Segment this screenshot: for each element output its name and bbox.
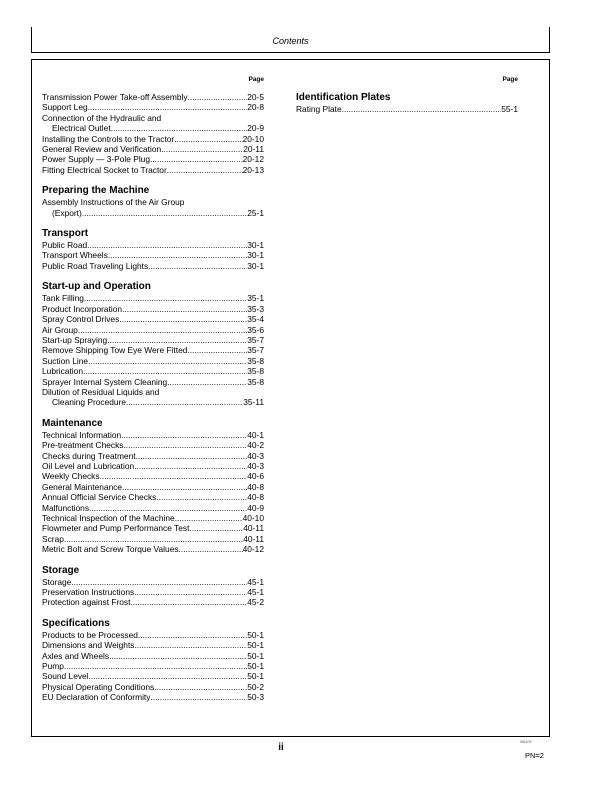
toc-entry[interactable] xyxy=(42,240,264,250)
toc-entry-page: 50-1 xyxy=(247,640,264,651)
toc-entry-page: 20-12 xyxy=(242,154,264,165)
toc-entry-label: Transport Wheels xyxy=(42,250,108,261)
dot-leader xyxy=(89,671,248,681)
toc-entry-label: Weekly Checks xyxy=(42,471,100,482)
toc-entry-page: 35-11 xyxy=(243,397,264,408)
dot-leader xyxy=(121,430,247,440)
toc-entry[interactable] xyxy=(42,544,264,554)
toc-entry[interactable] xyxy=(42,208,264,218)
toc-entry[interactable] xyxy=(42,430,264,440)
toc-entry-page: 55-1 xyxy=(501,104,518,114)
toc-entry-label: Public Road Traveling Lights xyxy=(42,260,149,271)
toc-entry[interactable] xyxy=(42,325,264,335)
dot-leader xyxy=(136,451,248,461)
toc-entry[interactable] xyxy=(42,513,264,523)
toc-entry-label: Support Leg xyxy=(42,102,88,113)
toc-entry[interactable] xyxy=(42,165,264,175)
dot-leader xyxy=(188,92,248,102)
toc-entry[interactable] xyxy=(42,492,264,502)
toc-entry-page: 35-7 xyxy=(247,334,264,345)
toc-entry-label: Start-up Spraying xyxy=(42,334,108,345)
page-column-label: Page xyxy=(248,76,264,83)
dot-leader xyxy=(108,250,247,260)
toc-entry-page: 35-3 xyxy=(247,303,264,314)
toc-entry[interactable] xyxy=(42,482,264,492)
dot-leader xyxy=(138,630,247,640)
dot-leader xyxy=(82,208,247,218)
toc-entry-label: Air Group xyxy=(42,324,78,335)
toc-entry-page: 40-8 xyxy=(247,481,264,492)
toc-entry-label: Annual Official Service Checks xyxy=(42,492,157,503)
dot-leader xyxy=(88,356,247,366)
toc-entry-page: 30-1 xyxy=(247,250,264,261)
toc-entry-label: Technical Inspection of the Machine xyxy=(42,513,175,523)
page-number: ii xyxy=(278,742,284,753)
toc-entry-label: Remove Shipping Tow Eye Were Fitted xyxy=(42,345,188,356)
toc-entry[interactable] xyxy=(42,377,264,387)
toc-entry-label: Storage xyxy=(42,576,72,587)
toc-entry-label: General Maintenance xyxy=(42,481,123,492)
toc-entry-page: 40-6 xyxy=(247,471,264,482)
section-title: Preparing the Machine xyxy=(42,185,150,197)
toc-entry-label: Suction Line xyxy=(42,355,89,366)
toc-entry-label: Pump xyxy=(42,661,64,672)
footer-rule xyxy=(32,736,550,737)
toc-entry-label: Lubrication xyxy=(42,366,83,377)
toc-sections xyxy=(42,185,264,702)
dot-leader xyxy=(134,640,247,650)
document-code: 081109 xyxy=(520,740,532,744)
toc-entry[interactable] xyxy=(42,661,264,671)
dot-leader xyxy=(123,440,247,450)
toc-entry-page: 40-3 xyxy=(247,450,264,461)
dot-leader xyxy=(150,154,243,164)
toc-entry[interactable] xyxy=(42,92,264,102)
dot-leader xyxy=(148,261,247,271)
toc-entry[interactable] xyxy=(42,651,264,661)
dot-leader xyxy=(84,293,247,303)
toc-entry-page: 35-8 xyxy=(247,366,264,377)
dot-leader xyxy=(87,240,247,250)
toc-entry-page: 45-1 xyxy=(247,587,264,598)
toc-entry-label: (Export) xyxy=(52,207,82,218)
toc-entry-page: 25-1 xyxy=(247,207,264,218)
toc-entry[interactable] xyxy=(42,451,264,461)
toc-entry-label: Protection against Frost xyxy=(42,597,131,608)
toc-entry[interactable] xyxy=(42,397,264,407)
toc-entry-page: 30-1 xyxy=(247,260,264,271)
toc-entry-page: 35-4 xyxy=(247,314,264,325)
toc-entry[interactable] xyxy=(42,692,264,702)
section-title: Specifications xyxy=(42,617,110,629)
toc-column-left xyxy=(42,76,264,703)
dot-leader xyxy=(109,651,247,661)
toc-entry-label: Installing the Controls to the Tractor xyxy=(42,133,175,144)
toc-entry[interactable] xyxy=(296,104,518,114)
toc-entry-label: Flowmeter and Pump Performance Test xyxy=(42,523,190,534)
toc-entry-page: 20-8 xyxy=(247,102,264,113)
dot-leader xyxy=(64,661,247,671)
toc-entry[interactable] xyxy=(42,597,264,607)
toc-entry-label: Dimensions and Weights xyxy=(42,640,135,651)
page-header-title: Contents xyxy=(272,36,309,46)
dot-leader xyxy=(134,587,247,597)
toc-entry-label: Malfunctions xyxy=(42,502,90,513)
toc-entry-page: 40-9 xyxy=(247,502,264,513)
dot-leader xyxy=(111,123,248,133)
toc-entry[interactable] xyxy=(42,471,264,481)
toc-entry[interactable] xyxy=(42,250,264,260)
dot-leader xyxy=(179,544,243,554)
toc-sections xyxy=(296,92,518,114)
toc-entry[interactable] xyxy=(42,123,264,133)
toc-entry-page: 40-3 xyxy=(247,460,264,471)
toc-entry-label: Pre-treatment Checks xyxy=(42,440,124,451)
toc-entry-label: Technical Information xyxy=(42,429,122,440)
toc-entry[interactable] xyxy=(42,587,264,597)
page-column-label: Page xyxy=(502,76,518,83)
dot-leader xyxy=(126,397,243,407)
section-title: Identification Plates xyxy=(296,92,391,103)
toc-entry-label: Tank Filling xyxy=(42,293,84,304)
toc-entry-page: 50-1 xyxy=(247,661,264,672)
toc-entry[interactable] xyxy=(42,356,264,366)
toc-entry-page: 30-1 xyxy=(247,240,264,251)
toc-entry-label[interactable]: Dilution of Residual Liquids and xyxy=(42,386,160,397)
toc-entry[interactable] xyxy=(42,293,264,303)
toc-entry[interactable] xyxy=(42,440,264,450)
dot-leader xyxy=(100,471,248,481)
toc-entry-label: EU Declaration of Conformity xyxy=(42,692,151,703)
toc-entry-page: 35-8 xyxy=(247,376,264,387)
toc-entry[interactable] xyxy=(42,144,264,154)
toc-entry[interactable] xyxy=(42,640,264,650)
dot-leader xyxy=(154,682,247,692)
toc-entry[interactable] xyxy=(42,503,264,513)
toc-entry-label: Physical Operating Conditions xyxy=(42,681,155,692)
toc-entry-label[interactable]: Assembly Instructions of the Air Group xyxy=(42,197,185,208)
toc-entry-label: Public Road xyxy=(42,240,88,251)
toc-entry-label: Oil Level and Lubrication xyxy=(42,460,135,471)
dot-leader xyxy=(150,692,247,702)
toc-entry[interactable] xyxy=(42,154,264,164)
toc-entry[interactable] xyxy=(42,345,264,355)
toc-entry[interactable] xyxy=(42,314,264,324)
toc-entry[interactable] xyxy=(42,523,264,533)
toc-entry-label: Preservation Instructions xyxy=(42,587,135,598)
toc-entry[interactable] xyxy=(42,630,264,640)
toc-entry-page: 40-10 xyxy=(242,513,264,523)
toc-entry-page: 45-2 xyxy=(247,597,264,608)
section-title: Maintenance xyxy=(42,417,103,429)
toc-entry-label: Metric Bolt and Screw Torque Values xyxy=(42,544,179,555)
dot-leader xyxy=(130,597,247,607)
toc-entry-page: 20-13 xyxy=(242,164,264,175)
toc-entry[interactable] xyxy=(42,134,264,144)
page-pn: PN=2 xyxy=(525,751,544,760)
toc-entry-page: 50-1 xyxy=(247,650,264,661)
toc-entry-page: 20-9 xyxy=(247,123,264,134)
toc-entry-page: 35-1 xyxy=(247,293,264,304)
toc-entry-label: Product Incorporation xyxy=(42,303,123,314)
toc-entry-label: Spray Control Drives xyxy=(42,314,120,325)
toc-entry-label: Scrap xyxy=(42,533,64,544)
toc-entry-label: Sound Level xyxy=(42,671,89,682)
toc-entry-label: Rating Plate xyxy=(296,104,342,114)
toc-entry-label: Power Supply — 3-Pole Plug xyxy=(42,154,150,165)
dot-leader xyxy=(134,461,247,471)
toc-entry-page: 50-1 xyxy=(247,629,264,640)
toc-intro-entries xyxy=(42,92,264,175)
section-title: Storage xyxy=(42,564,80,576)
toc-entry-label: Sprayer Internal System Cleaning xyxy=(42,376,168,387)
toc-entry[interactable] xyxy=(42,261,264,271)
toc-entry-label: Electrical Outlet xyxy=(52,123,111,134)
dot-leader xyxy=(119,314,247,324)
toc-entry-page: 45-1 xyxy=(247,576,264,587)
toc-entry[interactable] xyxy=(42,335,264,345)
toc-entry[interactable] xyxy=(42,577,264,587)
toc-entry-page: 40-11 xyxy=(243,533,264,544)
toc-entry-label: General Review and Verification xyxy=(42,144,162,155)
toc-entry-label: Fitting Electrical Socket to Tractor xyxy=(42,164,167,175)
toc-entry[interactable] xyxy=(42,366,264,376)
dot-leader xyxy=(167,377,247,387)
toc-entry[interactable] xyxy=(42,534,264,544)
dot-leader xyxy=(161,144,243,154)
toc-entry-label: Axles and Wheels xyxy=(42,650,110,661)
toc-entry-label[interactable]: Connection of the Hydraulic and xyxy=(42,112,162,123)
dot-leader xyxy=(64,534,243,544)
toc-entry[interactable] xyxy=(42,461,264,471)
dot-leader xyxy=(122,482,247,492)
toc-entry-label: Cleaning Procedure xyxy=(52,397,127,408)
toc-entry-page: 50-3 xyxy=(247,692,264,703)
dot-leader xyxy=(175,513,243,523)
dot-leader xyxy=(71,577,247,587)
toc-entry-page: 40-8 xyxy=(247,492,264,503)
dot-leader xyxy=(189,523,243,533)
toc-entry[interactable] xyxy=(42,671,264,681)
toc-entry-page: 40-1 xyxy=(247,429,264,440)
toc-entry-page: 40-2 xyxy=(247,440,264,451)
toc-entry[interactable] xyxy=(42,682,264,692)
toc-entry-page: 50-2 xyxy=(247,681,264,692)
toc-entry[interactable] xyxy=(42,304,264,314)
toc-entry-page: 40-12 xyxy=(242,544,264,555)
toc-entry-page: 20-5 xyxy=(247,92,264,102)
toc-entry-page: 35-6 xyxy=(247,324,264,335)
header-rule-bottom xyxy=(31,52,550,53)
toc-entry-page: 20-11 xyxy=(243,144,264,155)
dot-leader xyxy=(187,345,247,355)
toc-column-right xyxy=(296,76,518,114)
dot-leader xyxy=(174,134,242,144)
dot-leader xyxy=(342,104,502,114)
dot-leader xyxy=(122,304,247,314)
section-title: Transport xyxy=(42,228,89,240)
toc-entry[interactable] xyxy=(42,102,264,112)
toc-entry-page: 50-1 xyxy=(247,671,264,682)
dot-leader xyxy=(83,366,247,376)
toc-entry-label: Products to be Processed xyxy=(42,629,138,640)
dot-leader xyxy=(156,492,247,502)
section-title: Start-up and Operation xyxy=(42,281,151,293)
toc-entry-label: Checks during Treatment xyxy=(42,450,136,461)
dot-leader xyxy=(89,503,247,513)
dot-leader xyxy=(88,102,248,112)
toc-entry-page: 40-11 xyxy=(243,523,264,534)
dot-leader xyxy=(167,165,243,175)
toc-entry-page: 35-8 xyxy=(247,355,264,366)
dot-leader xyxy=(78,325,247,335)
toc-entry-page: 20-10 xyxy=(242,133,264,144)
toc-entry-page: 35-7 xyxy=(247,345,264,356)
toc-entry-label: Transmission Power Take-off Assembly xyxy=(42,92,188,102)
dot-leader xyxy=(107,335,247,345)
